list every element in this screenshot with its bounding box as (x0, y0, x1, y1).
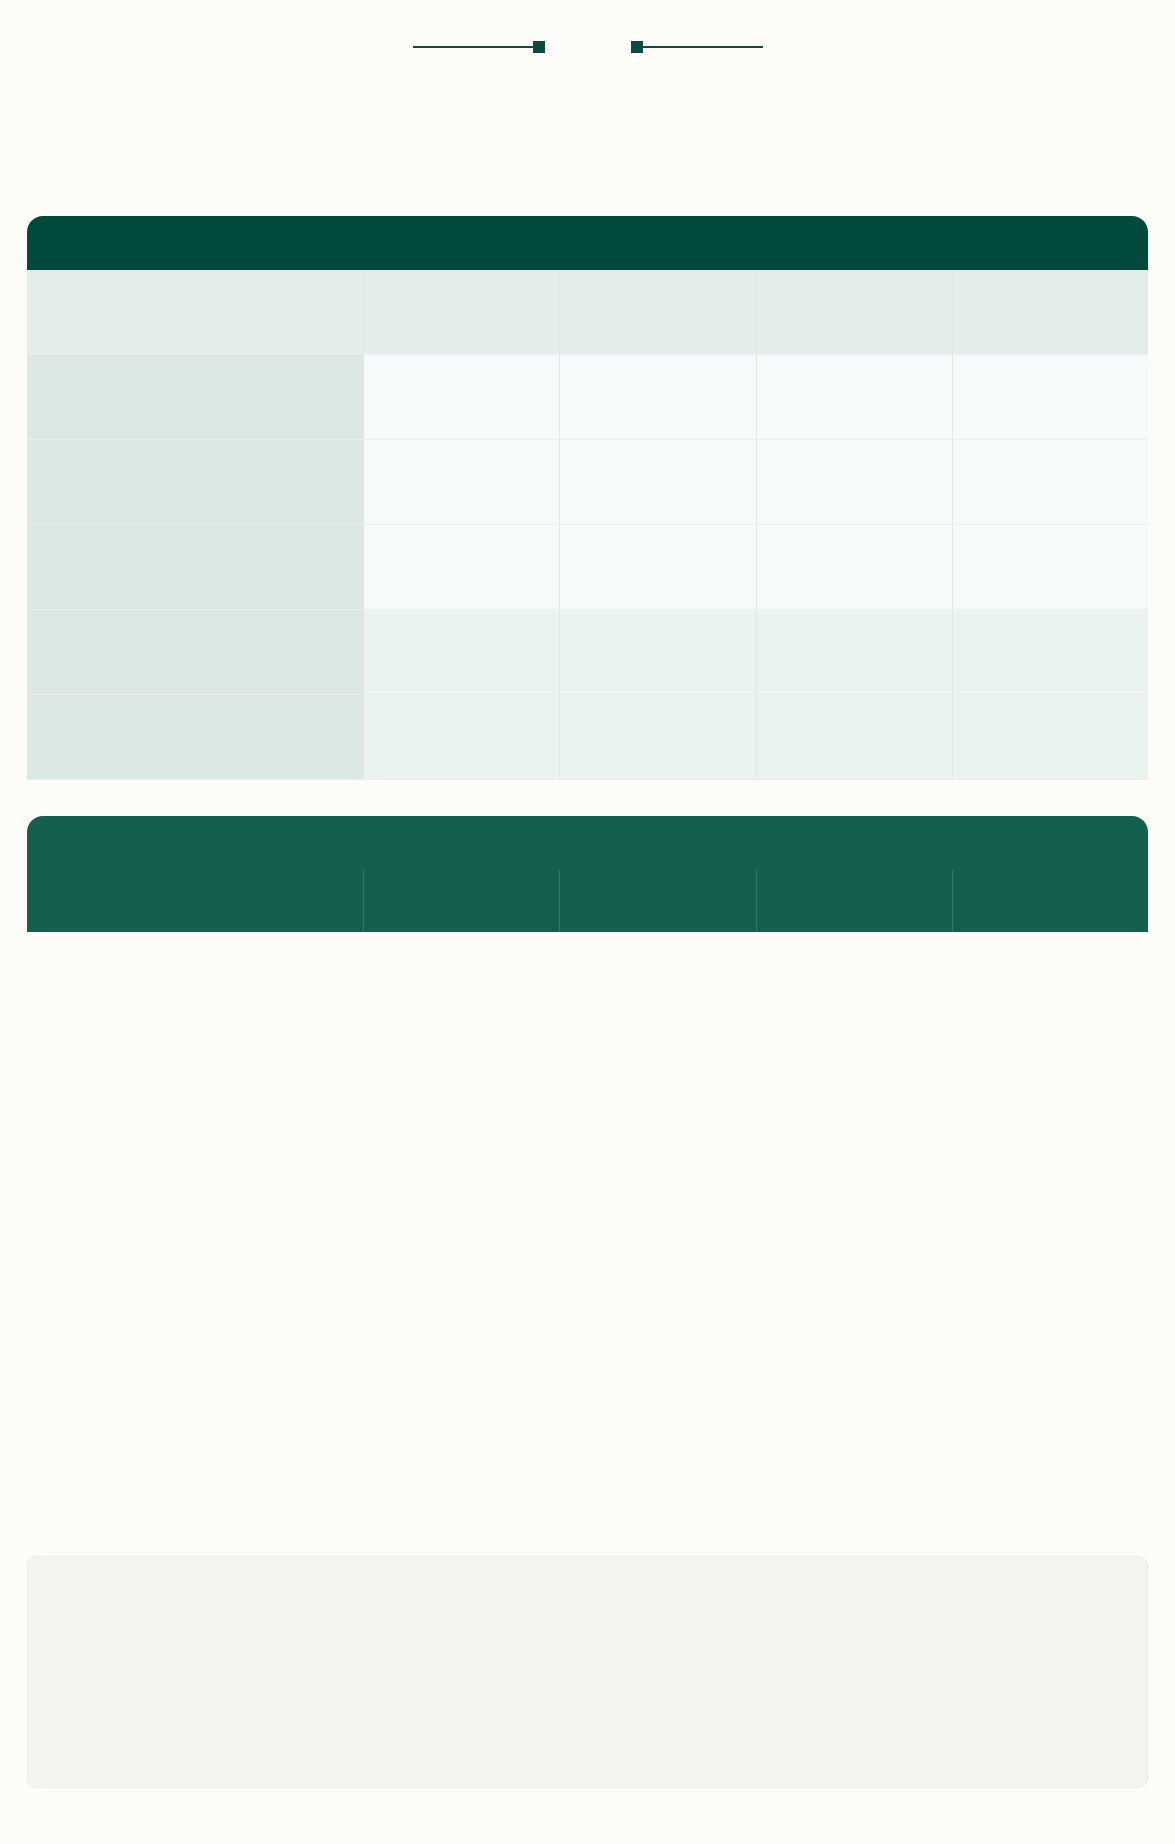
size-guide-header (27, 216, 1148, 270)
table-cell (952, 695, 1148, 780)
table-cell (756, 695, 952, 780)
table-cell (756, 610, 952, 695)
column-header (559, 870, 756, 932)
left-rule (413, 41, 545, 53)
table-row (27, 610, 1148, 695)
column-header (756, 270, 952, 355)
table-cell (952, 610, 1148, 695)
table-cell (559, 525, 756, 610)
right-rule (631, 41, 763, 53)
column-header (952, 270, 1148, 355)
table-cell (952, 440, 1148, 525)
measurements-header (27, 816, 1148, 870)
column-header (363, 870, 559, 932)
column-header (952, 870, 1148, 932)
size-guide-header-row (27, 270, 1148, 355)
column-header (27, 870, 363, 932)
column-header (756, 870, 952, 932)
table-cell (363, 440, 559, 525)
table-cell (756, 525, 952, 610)
table-cell (559, 695, 756, 780)
column-header (27, 270, 363, 355)
table-cell (363, 355, 559, 440)
column-header (559, 270, 756, 355)
table-cell (363, 525, 559, 610)
table-cell (559, 440, 756, 525)
measurements-header-row (27, 870, 1148, 932)
product-code-row (0, 22, 1175, 72)
table-cell (756, 440, 952, 525)
table-row (27, 355, 1148, 440)
row-label (27, 695, 363, 780)
measurements-table (27, 870, 1148, 932)
table-cell (952, 355, 1148, 440)
size-guide-table (27, 270, 1148, 780)
table-cell (363, 610, 559, 695)
row-label (27, 440, 363, 525)
table-cell (363, 695, 559, 780)
table-cell (559, 610, 756, 695)
table-cell (756, 355, 952, 440)
table-row (27, 695, 1148, 780)
row-label (27, 355, 363, 440)
fit-notes-panel (27, 1556, 1148, 1788)
column-header (363, 270, 559, 355)
table-cell (952, 525, 1148, 610)
row-label (27, 525, 363, 610)
table-row (27, 525, 1148, 610)
table-row (27, 440, 1148, 525)
row-label (27, 610, 363, 695)
table-cell (559, 355, 756, 440)
